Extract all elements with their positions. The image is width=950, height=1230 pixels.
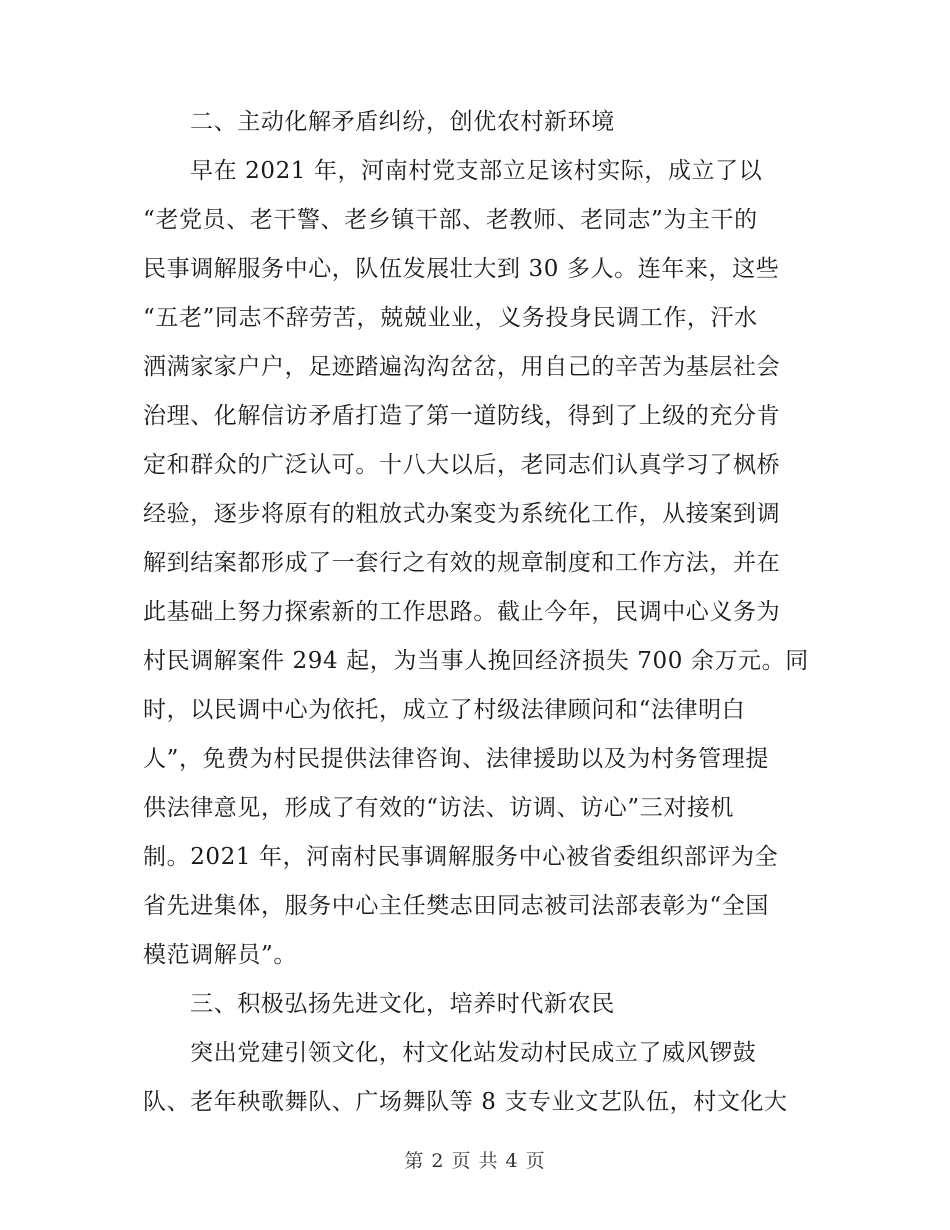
paragraph-line: 人”，免费为村民提供法律咨询、法律援助以及为村务管理提 [143,746,769,772]
page-number-footer: 第 2 页 共 4 页 [404,1150,546,1172]
paragraph-line: “老党员、老干警、老乡镇干部、老教师、老同志”为主干的 [143,207,758,233]
paragraph-line: 模范调解员”。 [143,942,297,968]
paragraph-line: 解到结案都形成了一套行之有效的规章制度和工作方法，并在 [143,550,781,576]
section-heading-3: 三、积极弘扬先进文化，培养时代新农民 [190,991,615,1017]
paragraph-line: 村民调解案件 294 起，为当事人挽回经济损失 700 余万元。同 [143,648,809,674]
paragraph-line: 制。2021 年，河南村民事调解服务中心被省委组织部评为全 [143,844,779,870]
paragraph-line: 此基础上努力探索新的工作思路。截止今年，民调中心义务为 [143,599,781,625]
paragraph-line: 经验，逐步将原有的粗放式办案变为系统化工作，从接案到调 [143,501,781,527]
section-heading-2: 二、主动化解矛盾纠纷，创优农村新环境 [190,109,615,135]
paragraph-line: 省先进集体，服务中心主任樊志田同志被司法部表彰为“全国 [143,893,769,919]
paragraph-line: 民事调解服务中心，队伍发展壮大到 30 多人。连年来，这些 [143,256,780,282]
paragraph-line: “五老”同志不辞劳苦，兢兢业业，义务投身民调工作，汗水 [143,305,758,331]
paragraph-line: 供法律意见，形成了有效的“访法、访调、访心”三对接机 [143,795,735,821]
paragraph-line: 突出党建引领文化，村文化站发动村民成立了威风锣鼓 [190,1040,757,1066]
paragraph-line: 洒满家家户户，足迹踏遍沟沟岔岔，用自己的辛苦为基层社会 [143,354,781,380]
paragraph-line: 早在 2021 年，河南村党支部立足该村实际，成立了以 [190,158,763,184]
paragraph-line: 队、老年秧歌舞队、广场舞队等 8 支专业文艺队伍，村文化大 [143,1089,788,1115]
paragraph-line: 时，以民调中心为依托，成立了村级法律顾问和“法律明白 [143,697,746,723]
paragraph-line: 定和群众的广泛认可。十八大以后，老同志们认真学习了枫桥 [143,452,781,478]
paragraph-line: 治理、化解信访矛盾打造了第一道防线，得到了上级的充分肯 [143,403,781,429]
